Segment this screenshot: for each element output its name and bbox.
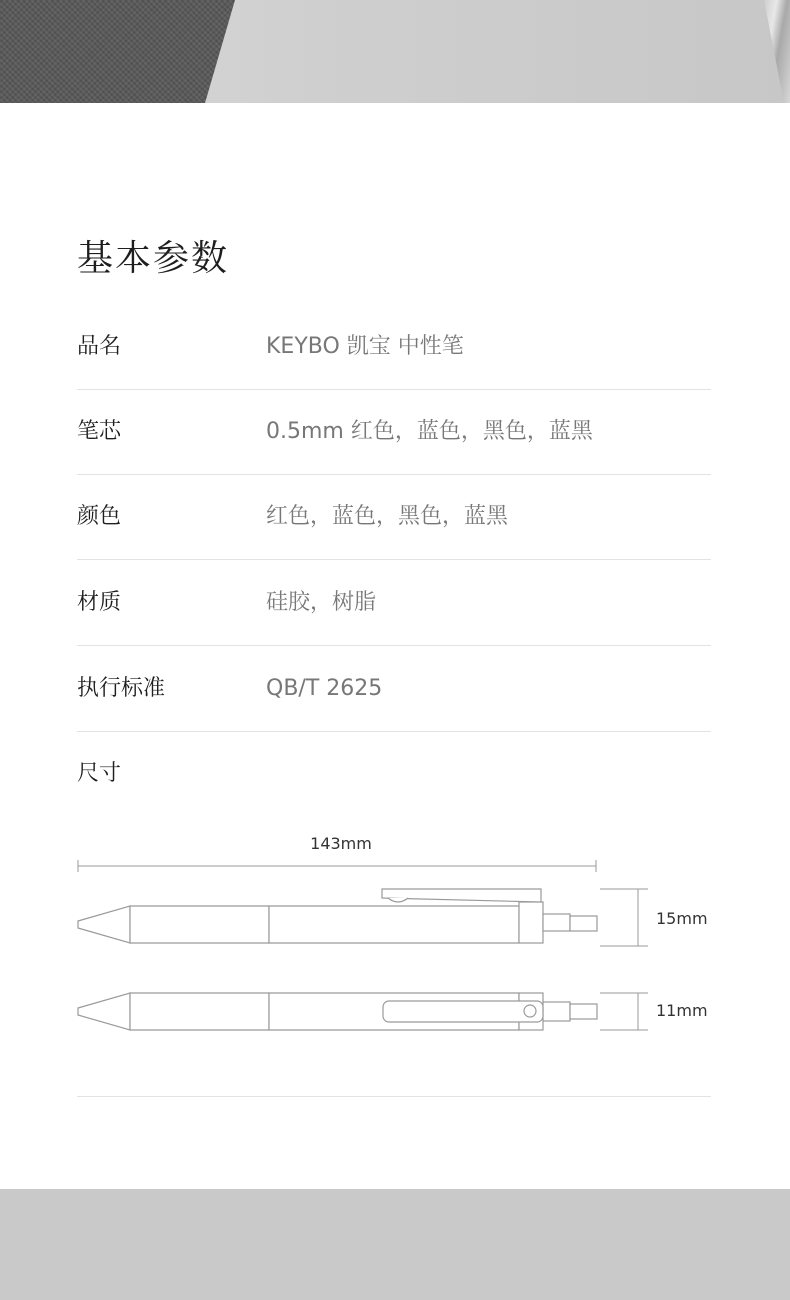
spec-label: 颜色 xyxy=(77,504,122,529)
spec-value: 红色，蓝色，黑色，蓝黑 xyxy=(266,504,509,529)
spec-label: 笔芯 xyxy=(77,419,122,444)
height-label: 15mm xyxy=(656,909,708,928)
spec-label: 材质 xyxy=(77,590,122,615)
diameter-label: 11mm xyxy=(656,1001,708,1020)
divider xyxy=(77,1096,711,1097)
sheet-edge xyxy=(756,0,790,103)
spec-label: 品名 xyxy=(77,334,122,359)
spec-row-name xyxy=(77,304,711,390)
length-label: 143mm xyxy=(310,834,372,853)
spec-value: 硅胶，树脂 xyxy=(266,590,377,615)
spec-value: 0.5mm 红色，蓝色，黑色，蓝黑 xyxy=(266,419,593,444)
spec-row-standard xyxy=(77,646,711,732)
spec-value: KEYBO 凯宝 中性笔 xyxy=(266,334,464,359)
pen-top-view xyxy=(78,993,597,1030)
spec-value: QB/T 2625 xyxy=(266,676,383,701)
section-title: 基本参数 xyxy=(77,238,230,279)
footer-band xyxy=(0,1189,790,1300)
hero-photo xyxy=(0,0,790,103)
dimensions-label: 尺寸 xyxy=(77,761,122,786)
pen-side-view xyxy=(78,889,597,943)
spec-row-color xyxy=(77,474,711,560)
spec-row-material xyxy=(77,560,711,646)
spec-row-refill xyxy=(77,389,711,475)
fabric-texture xyxy=(0,0,235,103)
spec-label: 执行标准 xyxy=(77,676,166,701)
pen-dimension-diagram xyxy=(0,820,790,1060)
